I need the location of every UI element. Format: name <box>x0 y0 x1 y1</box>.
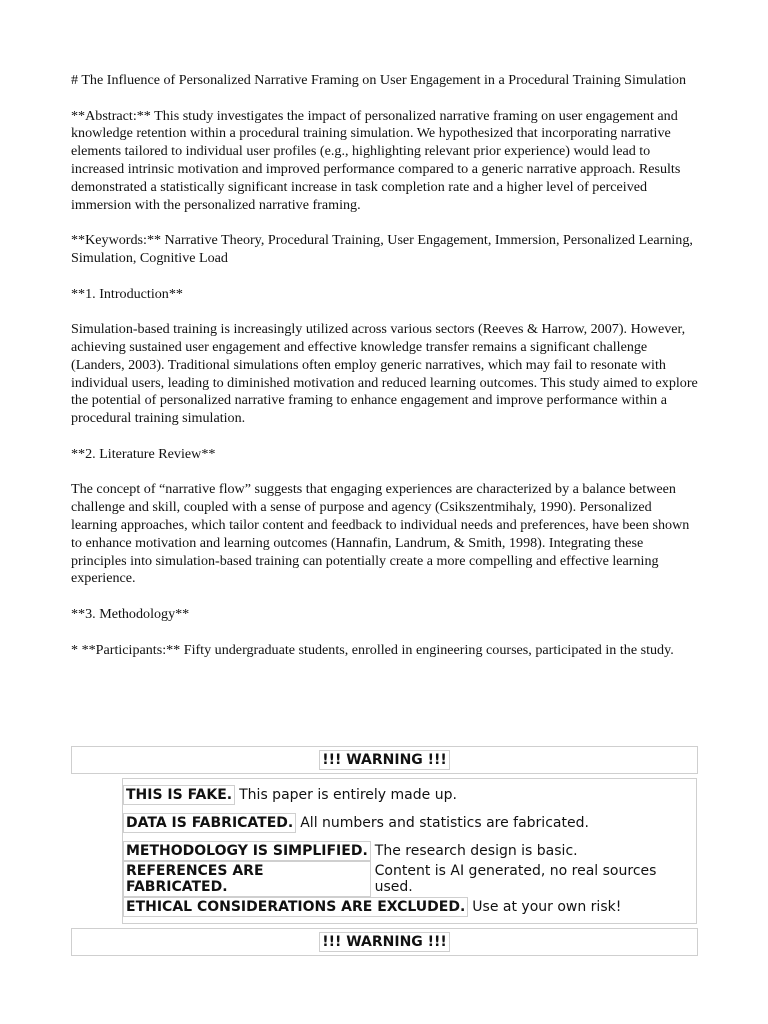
keywords: **Keywords:** Narrative Theory, Procedural Training, User Engagement, Immersion, Personalized Learning, Simulation, Cognitive Load <box>71 232 693 266</box>
warning-header <box>71 746 698 774</box>
section-heading-introduction: **1. Introduction** <box>71 285 183 302</box>
warning-item-text: Use at your own risk! <box>472 899 622 915</box>
warning-header-text: !!! WARNING !!! <box>319 750 450 770</box>
warning-footer-text: !!! WARNING !!! <box>319 932 450 952</box>
warning-item <box>123 809 696 837</box>
warning-item <box>123 865 696 893</box>
introduction-paragraph: Simulation-based training is increasingly utilized across various sectors (Reeves & Harrow, 2007). However, achieving sustained user engagement and effective knowledge transfer remains a significant challenge (Landers, 2003). Traditional simulations often employ generic narratives, which may fail to resonate with individual users, leading to diminished motivation and reduced learning outcomes. This study aimed to explore the potential of personalized narrative framing to enhance engagement and improve performance within a procedural training simulation. <box>71 321 698 427</box>
abstract: **Abstract:** This study investigates the impact of personalized narrative framing on user engagement and knowledge retention within a procedural training simulation. We hypothesized that incorporating narrative elements tailored to individual user profiles (e.g., highlighting relevant prior experience) would lead to increased intrinsic motivation and improved performance compared to a generic narrative approach. Results demonstrated a statistically significant increase in task completion rate and a higher level of perceived immersion with the personalized narrative framing. <box>71 107 681 213</box>
warning-item-text: This paper is entirely made up. <box>239 787 457 803</box>
warning-footer <box>71 928 698 956</box>
warning-item <box>123 893 696 921</box>
warning-box <box>71 746 698 956</box>
paper-body <box>71 72 699 677</box>
warning-item-label: REFERENCES ARE FABRICATED. <box>123 861 371 897</box>
section-heading-literature-review: **2. Literature Review** <box>71 445 216 462</box>
warning-item-label: ETHICAL CONSIDERATIONS ARE EXCLUDED. <box>123 897 468 917</box>
warning-item-label: THIS IS FAKE. <box>123 785 235 805</box>
warning-item-text: All numbers and statistics are fabricated. <box>300 815 589 831</box>
participants-bullet: * **Participants:** Fifty undergraduate students, enrolled in engineering courses, participated in the study. <box>71 641 674 658</box>
literature-review-paragraph: The concept of “narrative flow” suggests that engaging experiences are characterized by a balance between challenge and skill, coupled with a sense of purpose and agency (Csikszentmihaly, 1990). Personalized learning approaches, which tailor content and feedback to individual needs and preferences, have been shown to enhance motivation and learning outcomes (Hannafin, Landrum, & Smith, 1998). Integrating these principles into simulation-based training can potentially create a more compelling and effective learning experience. <box>71 481 690 587</box>
warning-item-text: Content is AI generated, no real sources used. <box>374 863 657 895</box>
warning-item-label: METHODOLOGY IS SIMPLIFIED. <box>123 841 371 861</box>
section-heading-methodology: **3. Methodology** <box>71 605 190 622</box>
warning-list <box>122 778 697 924</box>
warning-item <box>123 781 696 809</box>
paper-title: # The Influence of Personalized Narrative Framing on User Engagement in a Procedural Training Simulation <box>71 72 687 88</box>
warning-item-text: The research design is basic. <box>374 843 578 859</box>
warning-item-label: DATA IS FABRICATED. <box>123 813 296 833</box>
